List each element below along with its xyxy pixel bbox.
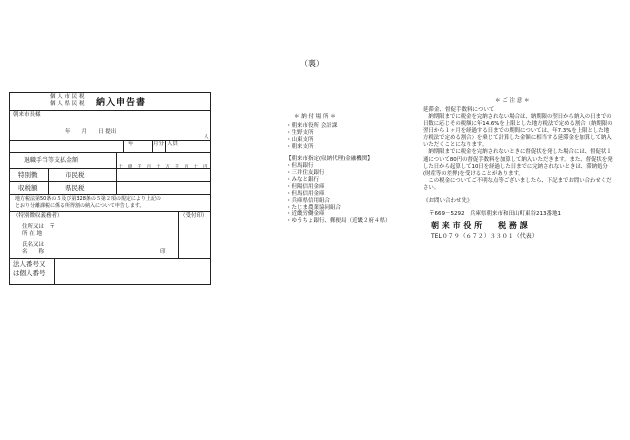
form-title: 納入申告書 bbox=[96, 98, 147, 108]
page-title: （裏） bbox=[300, 59, 324, 68]
statement-line-2: とおり分離課税に係る所得割の納入について申告します。 bbox=[15, 203, 145, 209]
contact-label: 《お問い合わせ先》 bbox=[423, 198, 473, 205]
tax-type-prefecture: 個 人 県 民 税 bbox=[50, 101, 85, 107]
place-item: ・山東支所 bbox=[286, 136, 314, 143]
phone-number: TEL０７９（６７２）３３０１（代表） bbox=[431, 232, 538, 240]
address-label-2: 所 在 地 bbox=[22, 231, 42, 237]
receipt-label: （受付印） bbox=[180, 213, 208, 219]
tax-type-city: 個 人 市 民 税 bbox=[50, 94, 85, 100]
row-tax-prefecture: 県民税 bbox=[65, 184, 85, 192]
place-item: ・朝来市役所 会計課 bbox=[286, 122, 338, 129]
bank-item: ・三井住友銀行 bbox=[286, 170, 325, 177]
row-kind-2: 収税額 bbox=[18, 184, 38, 192]
people-label: 人員 bbox=[167, 141, 179, 147]
bank-item: ・みなと銀行 bbox=[286, 177, 320, 183]
notice-section bbox=[423, 98, 613, 240]
address-label: 住所又は 〒 bbox=[22, 224, 56, 230]
office-name: 朝 来 市 役 所 税 務 課 bbox=[431, 220, 528, 230]
notice-paragraph-1: 納期限までに税金を完納されない場合は、納期限の翌日から納入の日までの日数に応じその税額に年14.6%を上限とした地方税法で定める割合（納期限の翌日から１ヶ月を経過する日までの期間については、年7.3%を上限とした地方税法で定める割合）を乗じて計算した金額に相当する延滞金を加算して納入いただくことになります。 bbox=[423, 113, 613, 149]
name-label: 氏名又は bbox=[22, 242, 45, 248]
notice-paragraph-2: 納期限までに税金を完納されないときに督促状を発した場合には、督促状１通について80円の督促手数料を加算して納入いただきます。また、督促状を発した日から起算して10日を経過した日までに完納されないときは、滞納処分(財産等の差押)を受けることがあります。 bbox=[423, 149, 613, 177]
bank-item: ・但陽信用金庫 bbox=[286, 183, 325, 190]
corp-number-label-2: は個人番号 bbox=[13, 269, 46, 277]
notice-item-1: 延滞金、督促手数料について bbox=[423, 106, 495, 113]
postal-address: 〒669－5292 兵庫県朝来市和田山町東谷213番地1 bbox=[429, 211, 561, 217]
banks-heading: 【朝来市指定(収納代理)金融機関】 bbox=[286, 156, 373, 163]
place-item: ・朝来支所 bbox=[286, 143, 314, 150]
date-line: 年 月 日 提出 bbox=[65, 129, 117, 135]
statement-line-1: 地方税法第50条の５及び第328条の５第２項の規定により上記の bbox=[15, 196, 161, 202]
period-year-label: 年 bbox=[128, 141, 134, 147]
payment-places bbox=[286, 114, 391, 225]
bank-item: ・たじま農業協同組合 bbox=[286, 204, 342, 211]
bank-item: ・但馬銀行 bbox=[286, 163, 314, 170]
row-tax-city: 市民税 bbox=[65, 171, 85, 179]
bank-item: ・ゆうちょ銀行、郵便局（近畿２府４県） bbox=[286, 218, 391, 225]
bank-item: ・但馬信用金庫 bbox=[286, 190, 325, 197]
recipient: 朝来市長様 bbox=[13, 112, 41, 118]
digit-headers: 十 億 千 百 十 万 千 百 十 円 bbox=[118, 165, 208, 170]
total-amount-label: 退職手当等支払金額 bbox=[24, 157, 79, 164]
period-month-label: 月分 bbox=[153, 141, 165, 147]
payment-declaration-form bbox=[9, 92, 211, 285]
payer-label: （特別徴収義務者） bbox=[13, 213, 63, 219]
bank-item: ・近畿労働金庫 bbox=[286, 211, 325, 218]
notice-heading: ＊ ご 注 意 ＊ bbox=[495, 98, 530, 104]
places-heading: ＊ 納 付 場 所 ＊ bbox=[294, 114, 336, 120]
place-item: ・生野支所 bbox=[286, 129, 314, 136]
notice-paragraph-3: この税金についてご不明な点等ございましたら、下記までお問い合わせください。 bbox=[423, 177, 612, 191]
row-kind-1: 特別徴 bbox=[18, 171, 38, 179]
bank-item: ・兵庫県信用組合 bbox=[286, 197, 331, 204]
seal-mark: 印 bbox=[160, 249, 166, 255]
people-unit: 人 bbox=[204, 135, 209, 140]
corp-number-label-1: 法人番号又 bbox=[13, 260, 46, 268]
name-label-2: 名 称 bbox=[22, 249, 45, 255]
